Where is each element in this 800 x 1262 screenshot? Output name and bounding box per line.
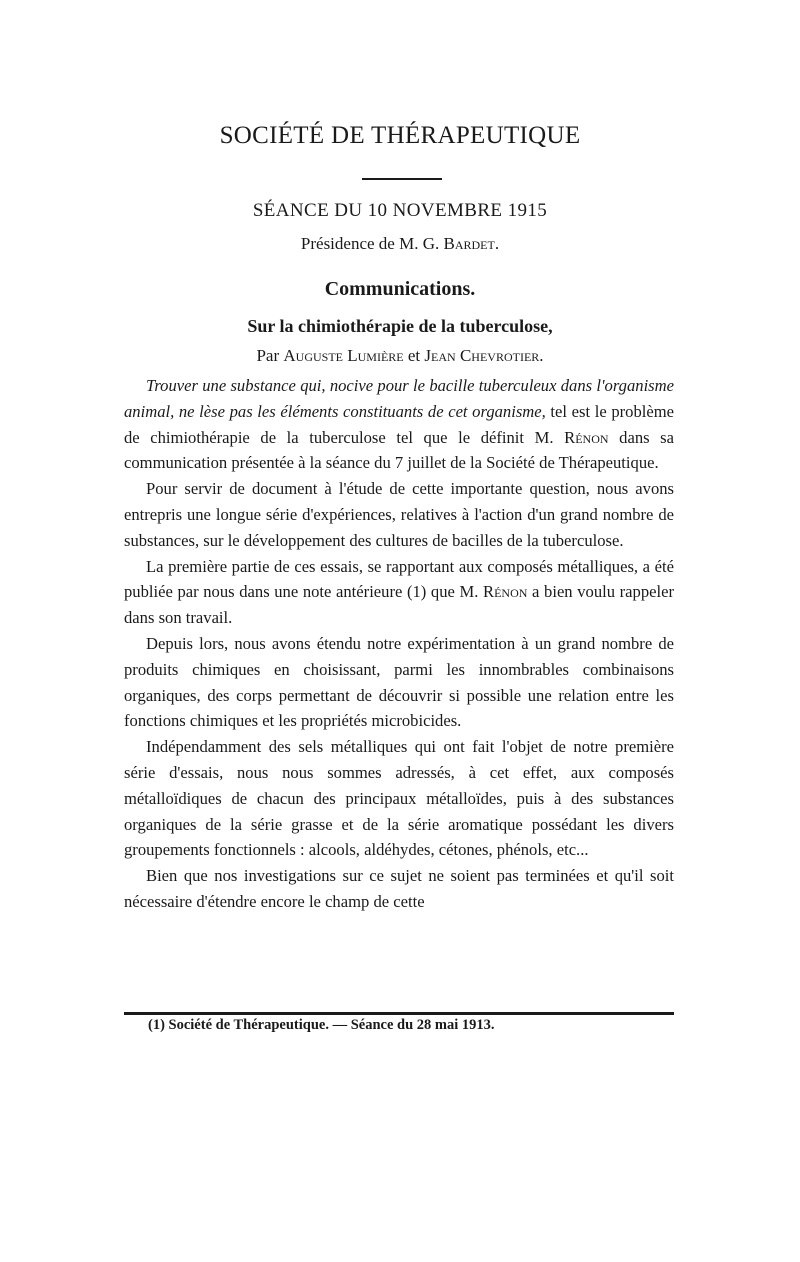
section-heading: Communications.: [324, 278, 476, 300]
paragraph-6: Bien que nos investigations sur ce sujet ne soient pas terminées et qu'il soit nécessaire d'étendre encore le champ de cette: [124, 866, 674, 911]
authors-prefix: Par: [256, 346, 284, 365]
presidence-prefix: Présidence de M. G.: [300, 234, 444, 253]
paragraph-1-text-a: tel est le problème de chimiothérapie de la tuberculose tel que le définit M.: [124, 401, 674, 447]
paragraph-1-text-b: dans sa communication présentée à la séance du 7 juillet de la Société de Thérapeutique.: [124, 427, 675, 473]
footnote-divider: [124, 1012, 674, 1015]
article-title: Sur la chimiothérapie de la tuberculose,: [247, 316, 553, 336]
author-1: Auguste Lumière: [283, 346, 404, 365]
presidence-suffix: .: [494, 234, 500, 253]
paragraph-2: Pour servir de document à l'étude de cette importante question, nous avons entrepris une longue série d'expériences, relatives à l'action d'un grand nombre de substances, sur le développement des cultures de bacilles de la tuberculose.: [124, 479, 674, 550]
paragraph-3: [124, 554, 674, 631]
paragraph-3-name: Rénon: [483, 582, 528, 602]
paragraph-1-name: Rénon: [564, 427, 609, 447]
article-body: [124, 373, 674, 915]
society-title: SOCIÉTÉ DE THÉRAPEUTIQUE: [219, 122, 581, 149]
authors-line: [0, 346, 800, 366]
paragraph-5: Indépendamment des sels métalliques qui ont fait l'objet de notre première série d'essais, nous nous sommes adressés, à cet effet, aux composés métalloïdiques de chacun des principaux métalloïdes, puis à des substances organiques de la série grasse et de la série aromatique possédant les divers groupements fonctionnels : alcools, aldéhydes, cétones, phénols, etc...: [124, 737, 674, 860]
authors-join: et: [403, 346, 425, 365]
footnote: (1) Société de Thérapeutique. — Séance du 28 mai 1913.: [148, 1017, 495, 1033]
paragraph-3-text-b: a bien voulu rappeler dans son travail.: [124, 582, 674, 628]
title-divider: [362, 178, 442, 180]
paragraph-1: [124, 373, 674, 476]
president-name: Bardet: [443, 234, 495, 253]
authors-suffix: .: [539, 346, 544, 365]
paragraph-1-italic: Trouver une substance qui, nocive pour le bacille tuberculeux dans l'organisme animal, ne lèse pas les éléments constituants de cet organisme,: [124, 376, 674, 421]
presidence-line: [0, 234, 800, 254]
paragraph-4: Depuis lors, nous avons étendu notre expérimentation à un grand nombre de produits chimiques en choisissant, parmi les innombrables combinaisons organiques, des corps permettant de découvrir si possible une relation entre les fonctions chimiques et les propriétés microbicides.: [124, 633, 674, 731]
author-2: Jean Chevrotier: [424, 346, 540, 365]
session-date: SÉANCE DU 10 NOVEMBRE 1915: [252, 200, 548, 221]
paragraph-3-text-a: La première partie de ces essais, se rapportant aux composés métalliques, a été publiée par nous dans une note antérieure (1) que M.: [124, 556, 674, 602]
